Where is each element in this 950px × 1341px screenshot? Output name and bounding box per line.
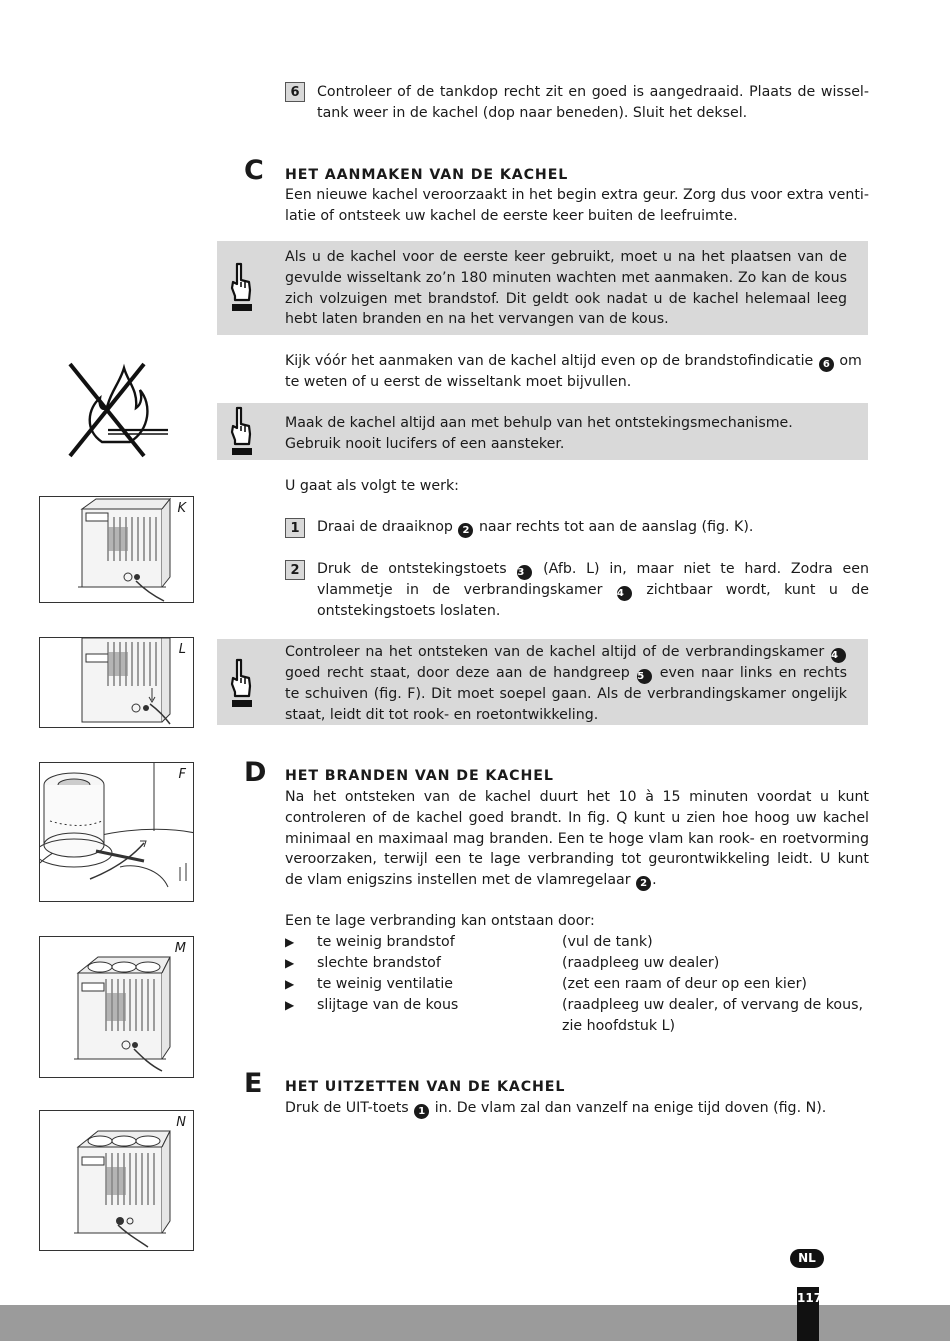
check-fuel-text: Kijk vóór het aanmaken van de kachel altijd even op de brandstofindicatie 6 om te weten of u eerst de wisseltank moet bijvullen. (285, 353, 862, 390)
section-letter-e: E (244, 1068, 263, 1099)
section-e-text: Druk de UIT-toets 1 in. De vlam zal dan vanzelf na enige tijd doven (fig. N). (285, 1100, 827, 1117)
burner-illustration (40, 763, 194, 902)
figure-label: M (174, 941, 186, 956)
figure-label: K (177, 501, 186, 516)
ref-marker: 3 (517, 565, 532, 580)
figure-n (39, 1110, 194, 1251)
figure-label: F (178, 767, 186, 782)
ref-marker: 4 (617, 586, 632, 601)
cause-remedy: (raadpleeg uw dealer) (562, 955, 720, 971)
section-letter-d: D (244, 757, 267, 788)
cause-remedy: (raadpleeg uw dealer, of vervang de kous, zie hoofdstuk L) (562, 997, 864, 1034)
section-e-title: HET UITZETTEN VAN DE KACHEL (285, 1079, 566, 1095)
figure-m (39, 936, 194, 1078)
note-1-text: Als u de kachel voor de eerste keer gebruikt, moet u na het plaatsen van de gevulde wisseltank zo’n 180 minuten wachten met aanmaken. Zo kan de kous zich volzuigen met brandstof. Dit geldt ook nadat u de kachel helemaal leeg hebt laten branden en na het vervangen van de kous. (285, 249, 847, 328)
figure-k (39, 496, 194, 603)
step-number-2: 2 (285, 560, 305, 580)
pointing-hand-icon (222, 404, 256, 460)
cause-item: te weinig ventilatie (317, 976, 454, 992)
heater-illustration (40, 638, 194, 728)
section-c-title: HET AANMAKEN VAN DE KACHEL (285, 167, 569, 183)
figure-label: N (176, 1115, 186, 1130)
step-2-text: Druk de ontstekingstoets 3 (Afb. L) in, maar niet te hard. Zodra een vlammetje in de verbrandingskamer 4 zichtbaar wordt, kunt u de ontstekingstoets loslaten. (317, 561, 870, 619)
page-number: 117 (797, 1287, 819, 1341)
howto-text: U gaat als volgt te werk: (285, 478, 459, 494)
figure-l (39, 637, 194, 728)
step-1-text: Draai de draaiknop 2 naar rechts tot aan de aanslag (fig. K). (317, 519, 754, 536)
figure-label: L (178, 642, 186, 657)
no-open-flame-icon (66, 360, 170, 460)
step-6-text: Controleer of de tankdop recht zit en goed is aangedraaid. Plaats de wissel- tank weer in de kachel (dop naar beneden). Sluit het deksel. (317, 84, 869, 121)
triangle-bullet-icon: ▶ (285, 956, 295, 970)
step-number-1: 1 (285, 518, 305, 538)
triangle-bullet-icon: ▶ (285, 935, 295, 949)
ref-marker: 1 (414, 1104, 429, 1119)
language-badge: NL (790, 1249, 824, 1268)
note-2-text: Maak de kachel altijd aan met behulp van het ontstekingsmechanisme. Gebruik nooit lucifers of een aansteker. (285, 415, 793, 452)
note-3-text: Controleer na het ontsteken van de kachel altijd of de verbrandingskamer 4 goed recht staat, door deze aan de handgreep 5 even naar links en rechts te schuiven (fig. F). Dit moet soepel gaan. Als de verbrandingskamer ongelijk staat, leidt dit tot rook- en roetontwikkeling. (285, 644, 848, 723)
cause-item: te weinig brandstof (317, 934, 455, 950)
cause-remedy: (zet een raam of deur op een kier) (562, 976, 807, 992)
cause-remedy: (vul de tank) (562, 934, 653, 950)
heater-illustration (40, 1111, 194, 1251)
pointing-hand-icon (222, 656, 256, 712)
triangle-bullet-icon: ▶ (285, 998, 295, 1012)
pointing-hand-icon (222, 260, 256, 316)
cause-item: slijtage van de kous (317, 997, 459, 1013)
causes-intro: Een te lage verbranding kan ontstaan door: (285, 913, 595, 929)
step-number-6: 6 (285, 82, 305, 102)
ref-marker: 5 (637, 669, 652, 684)
heater-illustration (40, 937, 194, 1078)
section-d-text: Na het ontsteken van de kachel duurt het 10 à 15 minuten voordat u kunt controleren of de kachel goed brandt. In fig. Q kunt u zien hoe hoog uw kachel minimaal en maximaal mag branden. Een te hoge vlam kan rook- en roetvorming veroorzaken, terwijl een te lage verbranding tot geurontwikkeling leidt. U kunt de vlam enigszins instellen met de vlamregelaar 2 . (285, 789, 869, 890)
cause-item: slechte brandstof (317, 955, 441, 971)
section-c-intro: Een nieuwe kachel veroorzaakt in het begin extra geur. Zorg dus voor extra venti- latie of ontsteek uw kachel de eerste keer buiten de leefruimte. (285, 187, 869, 224)
section-letter-c: C (244, 155, 264, 186)
ref-marker: 6 (819, 357, 834, 372)
section-d-title: HET BRANDEN VAN DE KACHEL (285, 768, 554, 784)
ref-marker: 2 (636, 876, 651, 891)
figure-f (39, 762, 194, 902)
ref-marker: 4 (831, 648, 846, 663)
ref-marker: 2 (458, 523, 473, 538)
heater-illustration (40, 497, 194, 603)
triangle-bullet-icon: ▶ (285, 977, 295, 991)
